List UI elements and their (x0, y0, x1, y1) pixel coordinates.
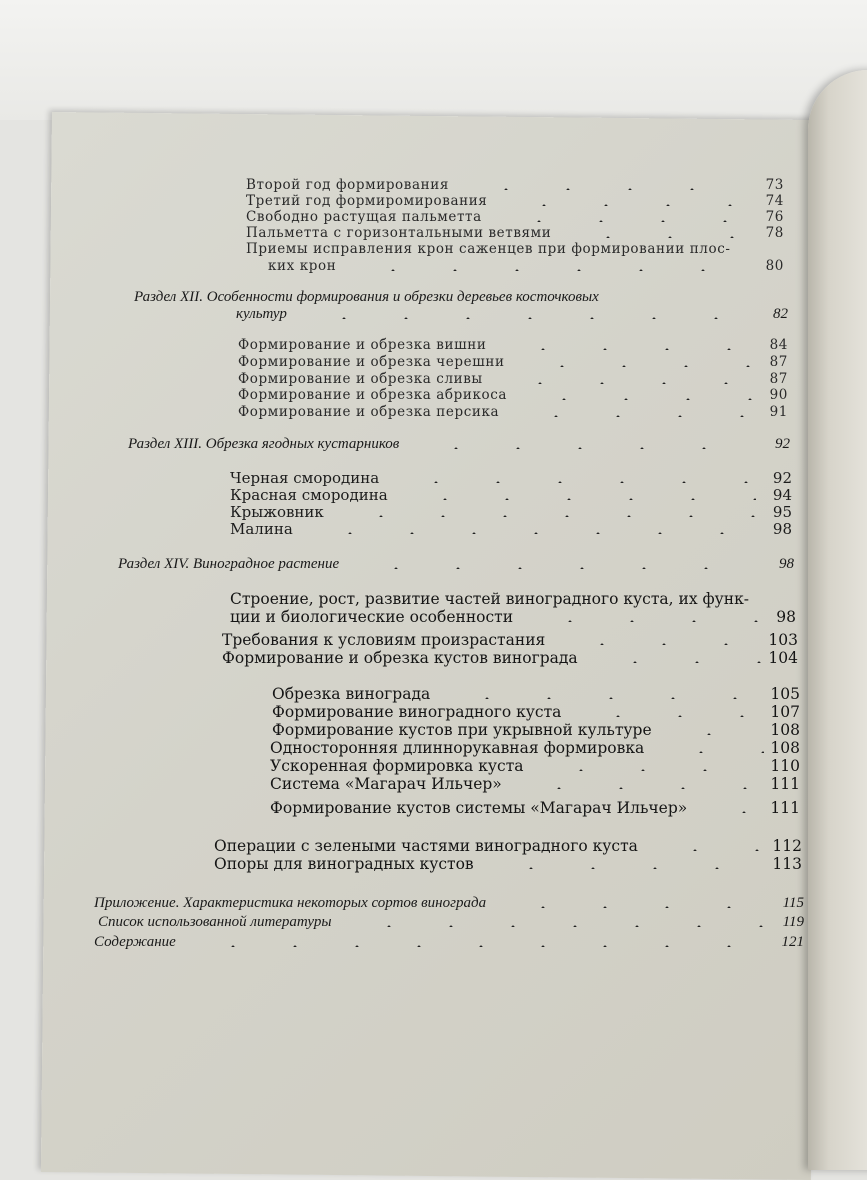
toc-entry: Крыжовник 95 (230, 503, 792, 521)
toc-entry-line: Приемы исправления крон саженцев при формировании плос- (246, 241, 731, 257)
toc-entry: Формирование и обрезка вишни 84 (238, 337, 788, 353)
toc-appendix: Приложение. Характеристика некоторых сортов винограда 115 (94, 895, 804, 911)
toc-entry: Обрезка винограда 105 (272, 685, 800, 703)
toc-section-heading: Раздел XIV. Виноградное растение 98 (118, 556, 794, 572)
toc-entry: Операции с зелеными частями виноградного куста 112 (214, 837, 802, 855)
toc-entry: Формирование и обрезка абрикоса 90 (238, 387, 788, 403)
toc-entry: Формирование кустов при укрывной культуре 108 (272, 721, 800, 739)
toc-contents: Содержание 121 (94, 934, 804, 950)
toc-references: Список использованной литературы 119 (98, 914, 804, 930)
toc-entry: Формирование и обрезка черешни 87 (238, 354, 788, 370)
toc-entry: Второй год формирования 73 (246, 177, 784, 193)
toc-entry: Односторонняя длиннорукавная формировка 108 (270, 739, 800, 757)
toc-entry: ких крон 80 (268, 258, 784, 274)
toc-entry: Система «Магарач Ильчер» 111 (270, 775, 800, 793)
toc-entry: ции и биологические особенности 98 (230, 608, 796, 626)
toc-entry-line: Строение, рост, развитие частей виноградного куста, их функ- (230, 590, 750, 608)
toc-entry: Красная смородина 94 (230, 486, 792, 504)
toc-entry: Формирование виноградного куста 107 (272, 703, 800, 721)
toc-entry: Малина 98 (230, 520, 792, 538)
toc-entry: Формирование и обрезка кустов винограда 104 (222, 649, 798, 667)
toc-entry: Опоры для виноградных кустов 113 (214, 855, 802, 873)
toc-entry: Черная смородина 92 (230, 469, 792, 487)
toc-entry: Свободно растущая пальметта 76 (246, 209, 784, 225)
toc-section-heading: Раздел XII. Особенности формирования и обрезки деревьев косточковых (134, 289, 599, 305)
toc-entry: Формирование и обрезка сливы 87 (238, 371, 788, 387)
toc-entry: Третий год формиромирования 74 (246, 193, 784, 209)
toc-entry: Формирование и обрезка персика 91 (238, 404, 788, 420)
toc-entry: Требования к условиям произрастания 103 (222, 631, 798, 649)
toc-entry: Ускоренная формировка куста 110 (270, 757, 800, 775)
toc-section-heading: Раздел XIII. Обрезка ягодных кустарников 92 (128, 436, 790, 452)
toc-entry: Пальметта с горизонтальными ветвями 78 (246, 225, 784, 241)
toc-entry: Формирование кустов системы «Магарач Ильчер» 111 (270, 799, 800, 817)
toc-section-heading: культур 82 (236, 306, 788, 322)
